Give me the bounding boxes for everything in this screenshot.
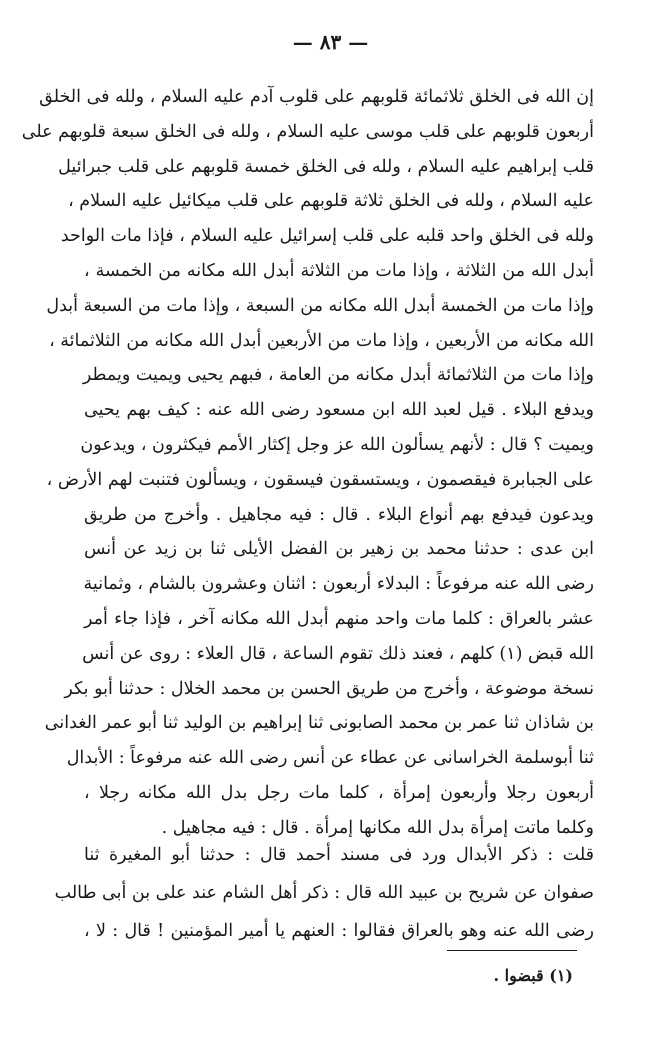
text-line: على الجبابرة فيقصمون ، ويستسقون فيسقون ، ويسألون فتنبت لهم الأرض ، xyxy=(46,469,594,490)
text-line: وإذا مات من الخمسة أبدل الله مكانه من السبعة ، وإذا مات من السبعة أبدل xyxy=(46,295,594,316)
text-line: ولله فى الخلق واحد قلبه على قلب إسرائيل عليه السلام ، فإذا مات الواحد xyxy=(60,226,594,247)
text-line: أبدل الله من الثلاثة ، وإذا مات من الثلاثة أبدل الله مكانه من الخمسة ، xyxy=(84,260,594,281)
text-line: الله مكانه من الأربعين ، وإذا مات من الأربعين أبدل الله مكانه من الثلاثمائة ، xyxy=(49,330,594,351)
text-line: قلت : ذكر الأبدال ورد فى مسند أحمد قال : حدثنا أبو المغيرة ثنا xyxy=(84,845,594,865)
text-line: أربعون قلوبهم على قلب موسى عليه السلام ، ولله فى الخلق سبعة قلوبهم على xyxy=(21,121,594,142)
text-line: ويميت ؟ قال : لأنهم يسألون الله عز وجل إكثار الأمم فيكثرون ، ويدعون xyxy=(80,434,594,455)
text-line: وكلما ماتت إمرأة بدل الله مكانها إمرأة . قال : فيه مجاهيل . xyxy=(161,817,594,838)
text-line: عليه السلام ، ولله فى الخلق ثلاثة قلوبهم على قلب ميكائيل عليه السلام ، xyxy=(68,191,594,212)
text-line: أربعون رجلا وأربعون إمرأة ، كلما مات رجل بدل الله مكانه رجلا ، xyxy=(84,782,594,803)
text-line: صفوان عن شريح بن عبيد الله قال : ذكر أهل الشام عند على بن أبى طالب xyxy=(54,883,594,903)
page-number: — ٨٣ — xyxy=(292,30,369,54)
text-line: رضى الله عنه وهو بالعراق فقالوا : العنهم يا أمير المؤمنين ! قال : لا ، xyxy=(84,921,594,941)
text-line: إن الله فى الخلق ثلاثمائة قلوبهم على قلوب آدم عليه السلام ، ولله فى الخلق xyxy=(39,87,594,107)
text-line: رضى الله عنه مرفوعاً : البدلاء أربعون : اثنان وعشرون بالشام ، وثمانية xyxy=(83,574,594,595)
second-paragraph xyxy=(54,836,594,950)
footnote: (١) قبضوا . xyxy=(493,966,573,985)
text-line: ويدعون فيدفع بهم أنواع البلاء . قال : فيه مجاهيل . وأخرج من طريق xyxy=(84,504,594,525)
text-line: ويدفع البلاء . قيل لعبد الله ابن مسعود رضى الله عنه : كيف بهم يحيى xyxy=(84,400,594,421)
text-line: قلب إبراهيم عليه السلام ، ولله فى الخلق خمسة قلوبهم على قلب جبرائيل xyxy=(58,156,594,177)
text-line: ابن عدى : حدثنا محمد بن زهير بن الفضل الأيلى ثنا بن زيد عن أنس xyxy=(84,539,594,560)
text-line: وإذا مات من الثلاثمائة أبدل مكانه من العامة ، فبهم يحيى ويميت ويمطر xyxy=(82,365,594,386)
text-line: بن شاذان ثنا عمر بن محمد الصابونى ثنا إبراهيم بن الوليد ثنا أبو عمر الغدانى xyxy=(44,713,594,734)
text-line: ثنا أبوسلمة الخراسانى عن عطاء عن أنس رضى الله عنه مرفوعاً : الأبدال xyxy=(66,748,594,769)
footnote-divider xyxy=(447,950,577,951)
text-line: عشر بالعراق : كلما مات واحد منهم أبدل الله مكانه آخر ، فإذا جاء أمر xyxy=(84,608,594,629)
text-line: الله قبض (١) كلهم ، فعند ذلك تقوم الساعة ، قال العلاء : روى عن أنس xyxy=(82,643,594,664)
main-paragraph xyxy=(21,80,594,846)
text-line: نسخة موضوعة ، وأخرج من طريق الحسن بن محمد الخلال : حدثنا أبو بكر xyxy=(64,678,594,699)
